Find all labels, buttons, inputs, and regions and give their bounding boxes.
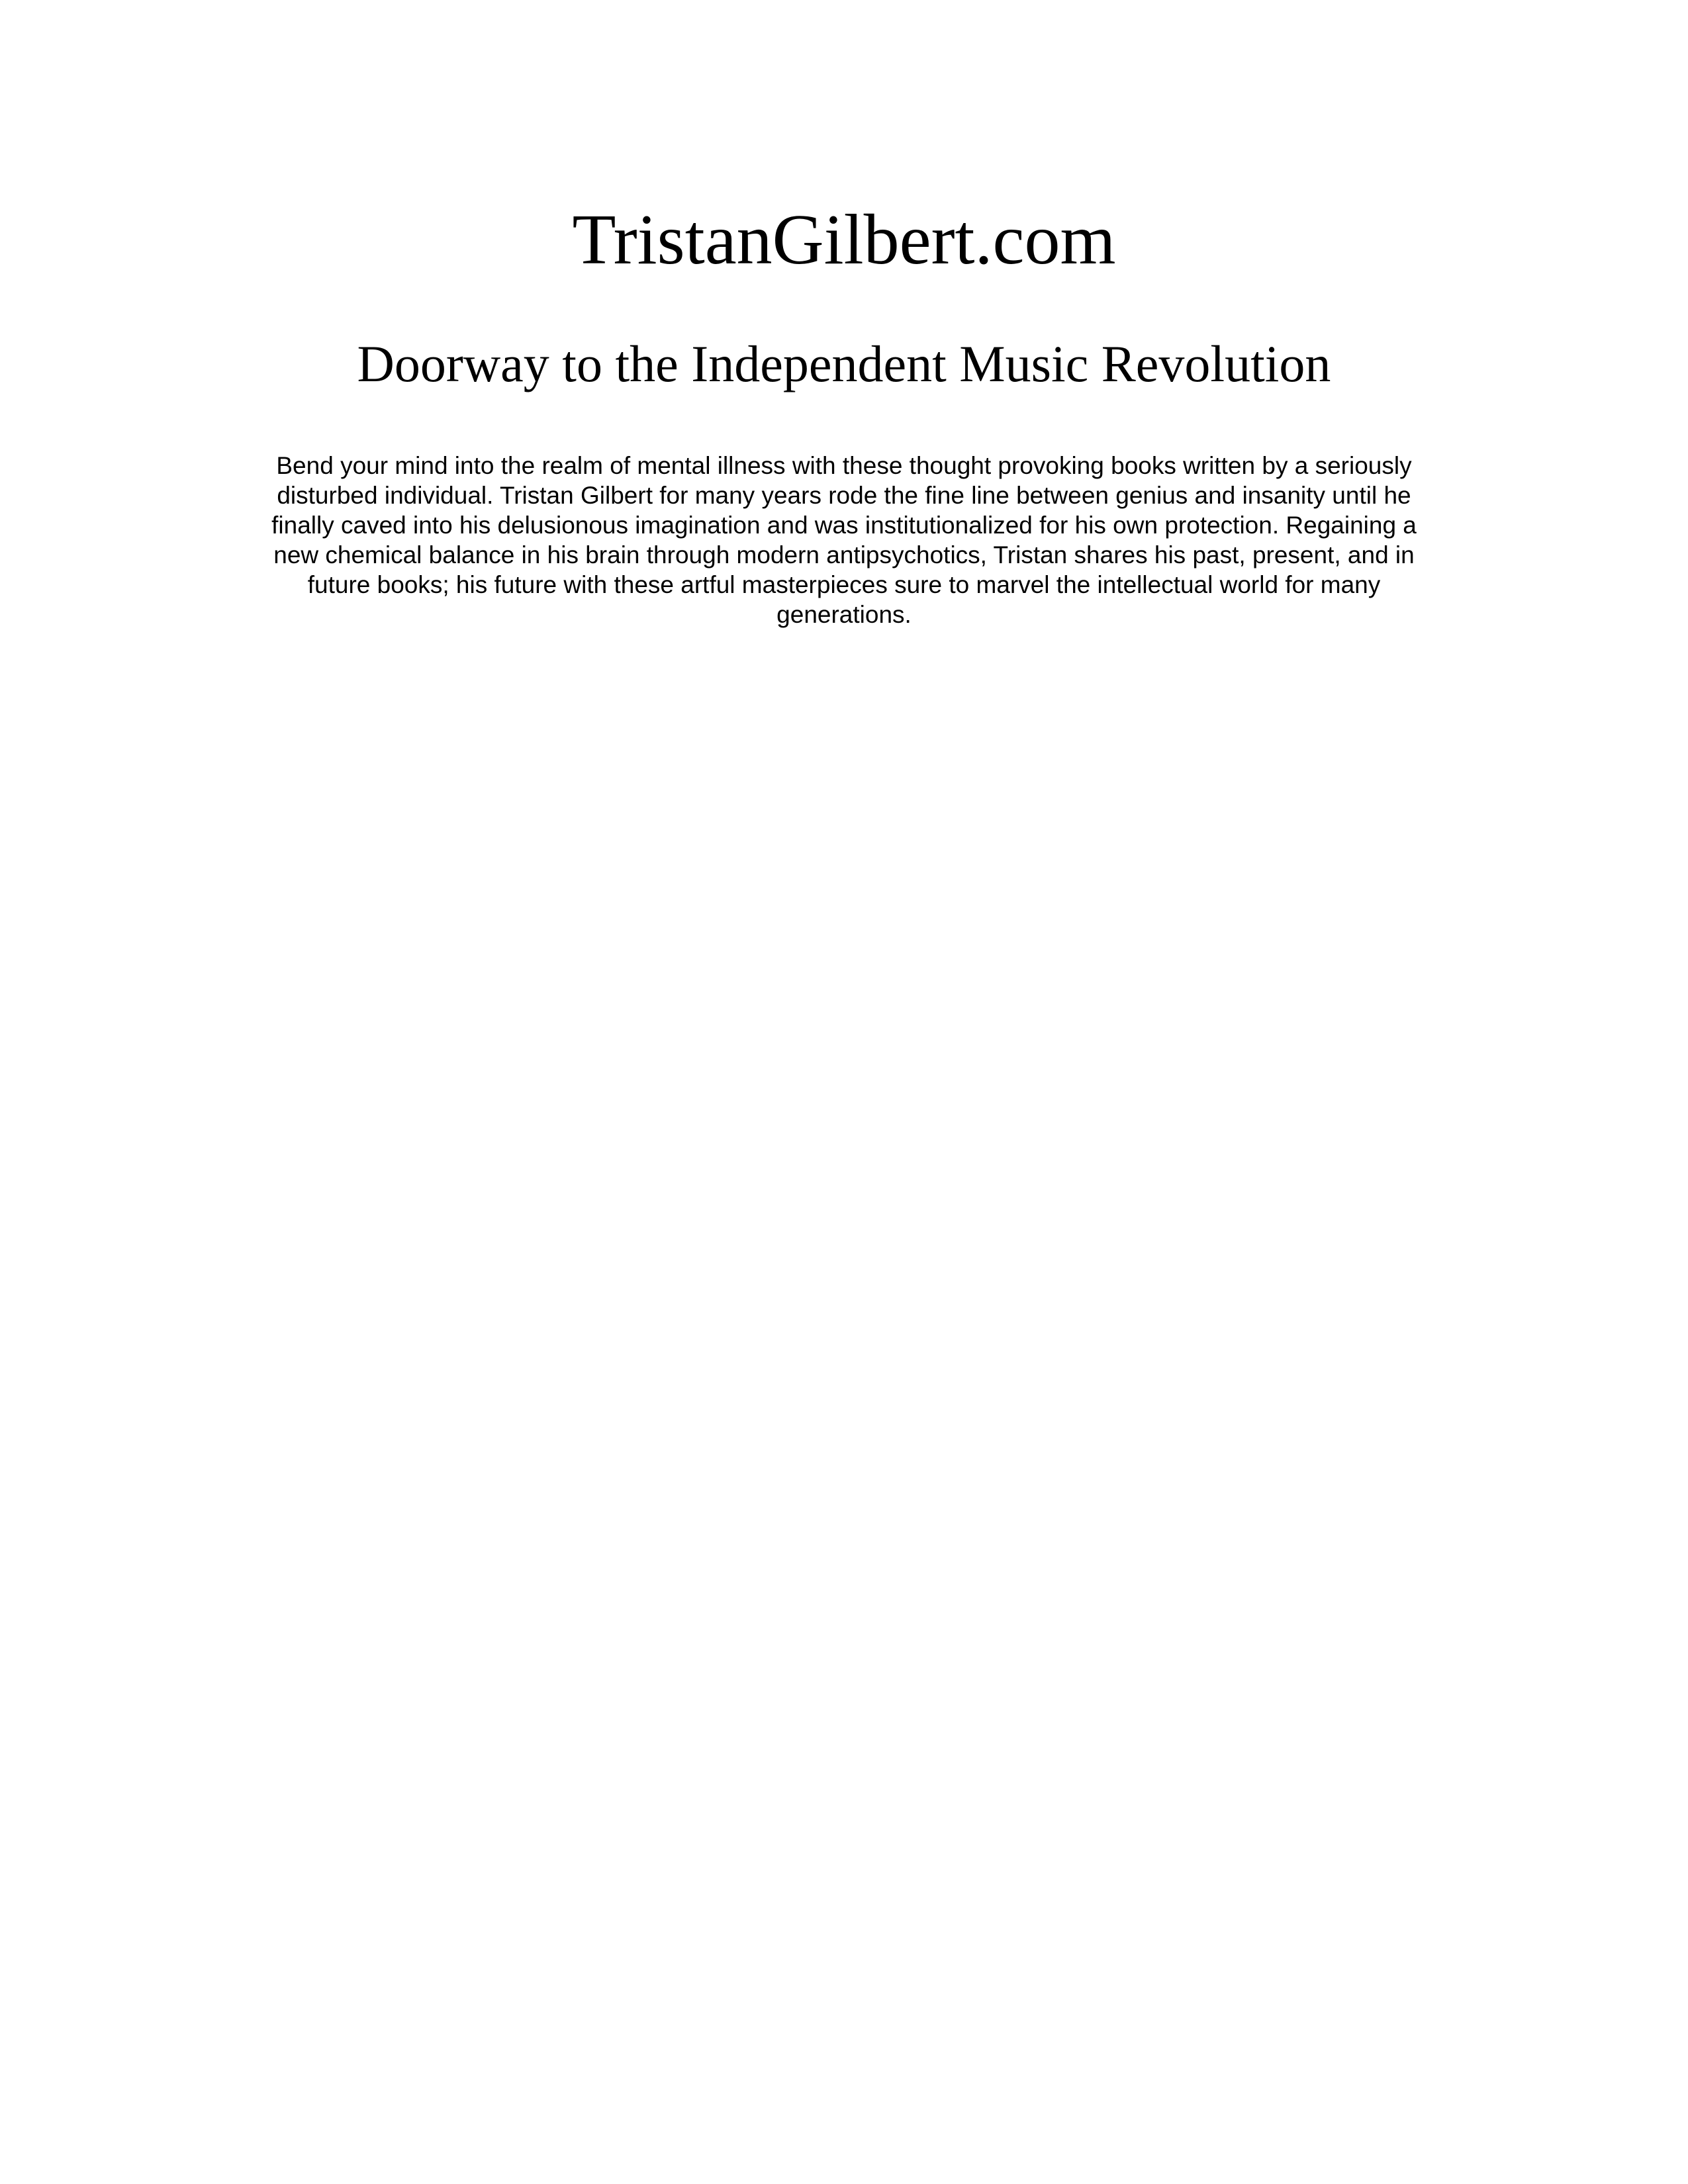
intro-line: finally caved into his delusionous imagination and was institutionalized for his own protection. Regaining a [271,511,1417,539]
intro-line: future books; his future with these artful masterpieces sure to marvel the intellectual world for many [307,570,1381,598]
intro-line: Bend your mind into the realm of mental illness with these thought provoking books written by a seriously [276,451,1412,479]
intro-line: new chemical balance in his brain through modern antipsychotics, Tristan shares his past, present, and in [273,541,1415,569]
intro-paragraph [215,451,1473,629]
intro-line: generations. [776,600,912,628]
site-tagline: Doorway to the Independent Music Revolution [357,335,1331,393]
intro-line: disturbed individual. Tristan Gilbert for many years rode the fine line between genius and insanity until he [277,481,1411,509]
site-title: TristanGilbert.com [572,201,1116,279]
